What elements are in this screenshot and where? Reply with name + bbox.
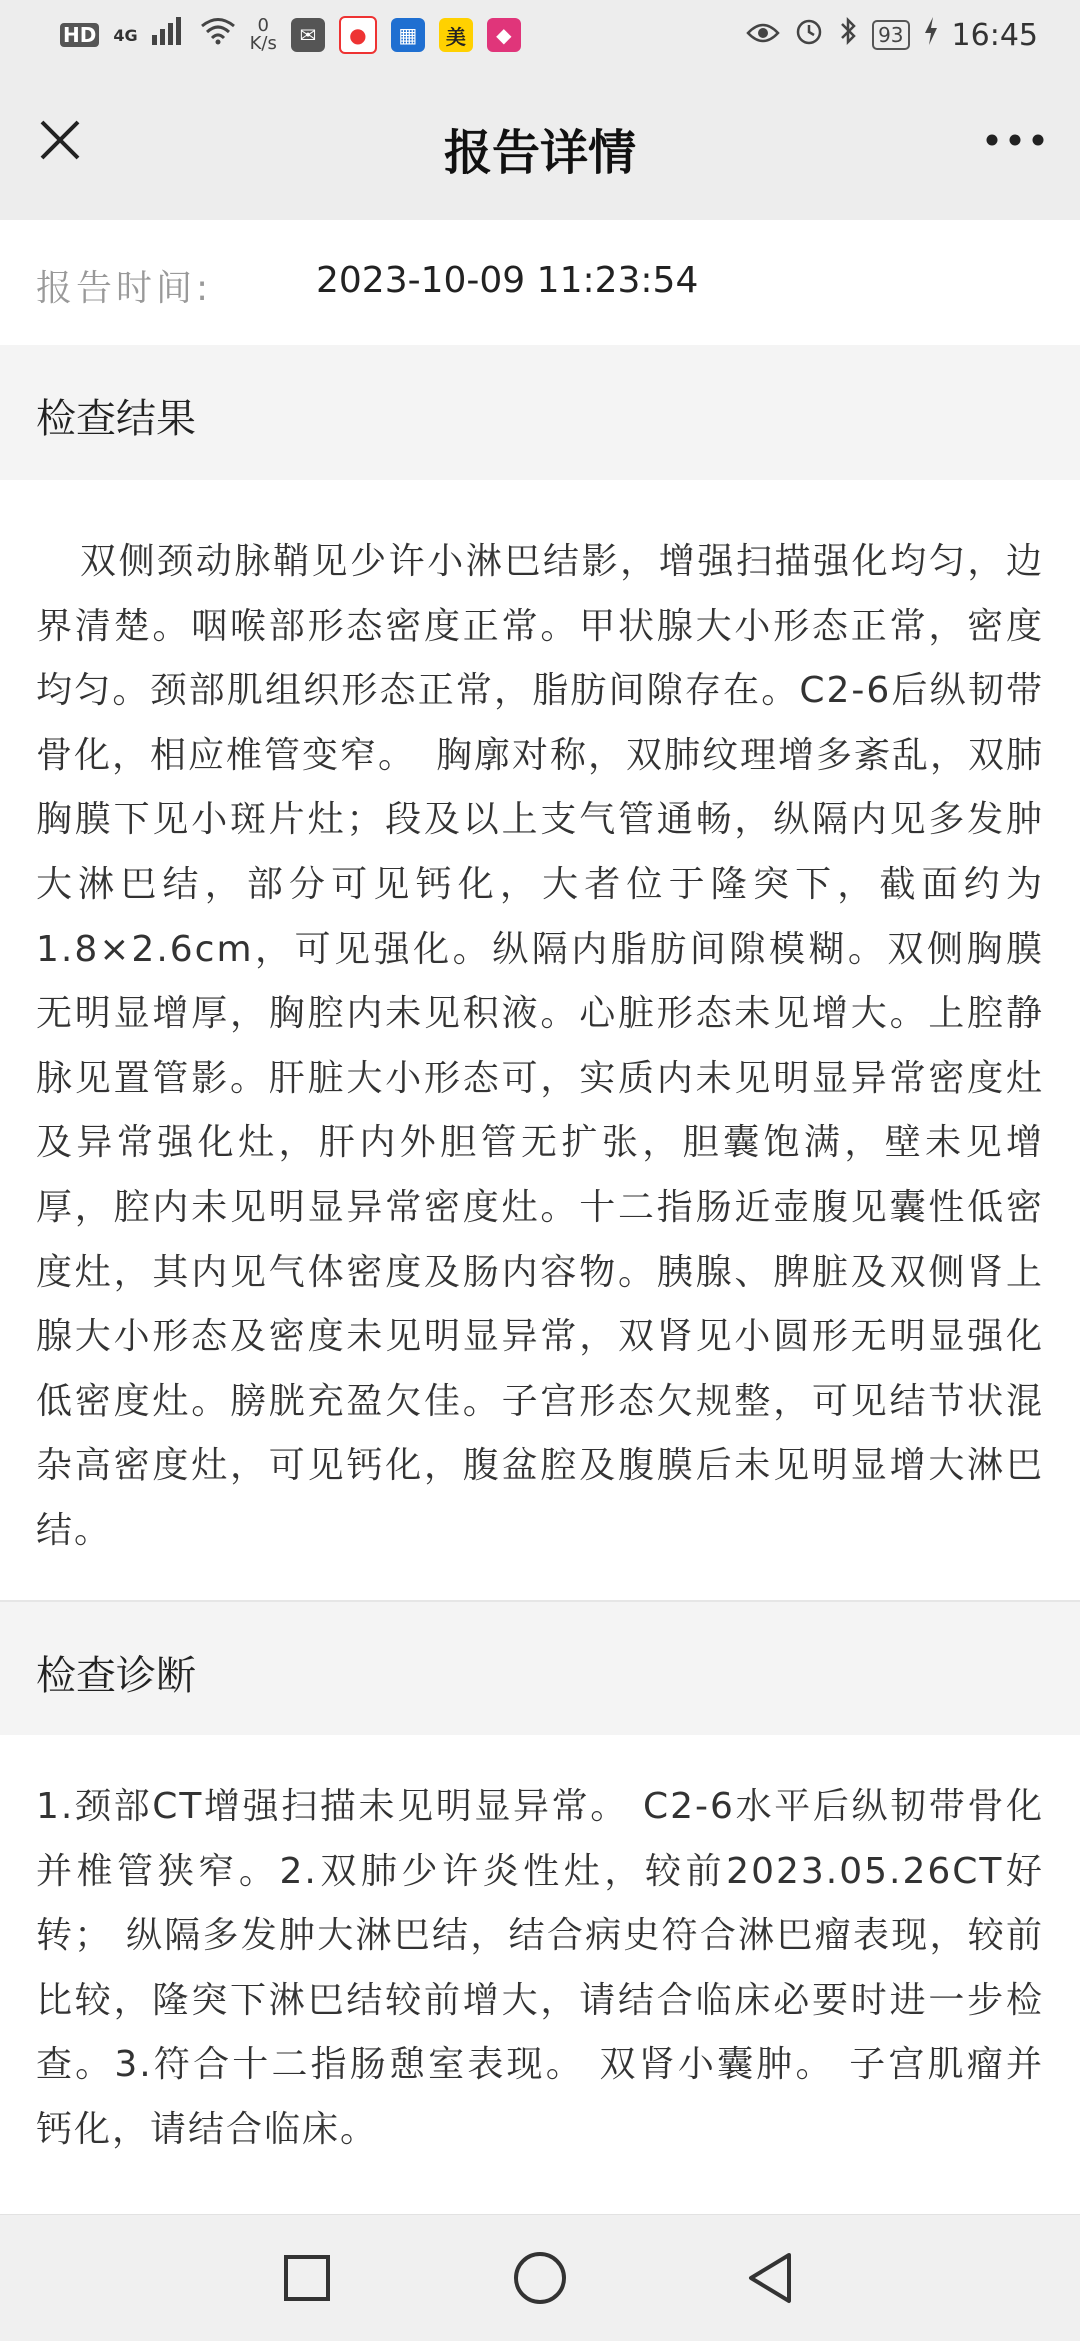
status-bar: [0, 0, 1080, 70]
more-icon: [985, 133, 1045, 147]
recent-apps-button[interactable]: [272, 2243, 342, 2313]
network-4g-indicator: 4G: [113, 25, 138, 45]
triangle-back-icon: [745, 2251, 795, 2305]
status-bar-left: [60, 16, 521, 54]
app-icon-red: ●: [339, 16, 377, 54]
net-speed-value: 0: [257, 15, 269, 36]
diagnosis-title: 检查诊断: [36, 1653, 196, 1699]
net-speed: [250, 17, 277, 53]
wifi-icon: [200, 17, 236, 53]
report-time-label: 报告时间:: [36, 268, 213, 309]
circle-icon: [513, 2251, 567, 2305]
clock-time: 16:45: [951, 17, 1038, 53]
findings-header: [0, 345, 1080, 480]
battery-level: 93: [872, 20, 909, 50]
nav-bar: [0, 70, 1080, 220]
diagnosis-text: 1.颈部CT增强扫描未见明显异常。 C2-6水平后纵韧带骨化并椎管狭窄。2.双肺少许炎性灶，较前2023.05.26CT好转； 纵隔多发肿大淋巴结，结合病史符合淋巴瘤表现，较前比较，隆突下淋巴结较前增大，请结合临床必要时进一步检查。3.符合十二指肠憩室表现。 双肾小囊肿。 子宫肌瘤并钙化，请结合临床。: [36, 1786, 1044, 2150]
system-nav-bar: [0, 2214, 1080, 2341]
bluetooth-icon: [838, 16, 858, 54]
alarm-icon: [794, 16, 824, 54]
meituan-icon: 美: [439, 18, 473, 52]
report-time-value: 2023-10-09 11:23:54: [316, 260, 699, 301]
more-button[interactable]: [980, 110, 1050, 170]
net-speed-unit: K/s: [249, 33, 277, 54]
findings-text: 双侧颈动脉鞘见少许小淋巴结影，增强扫描强化均匀，边界清楚。咽喉部形态密度正常。甲状腺大小形态正常，密度均匀。颈部肌组织形态正常，脂肪间隙存在。C2-6后纵韧带骨化，相应椎管变窄。 胸廓对称，双肺纹理增多紊乱，双肺胸膜下见小斑片灶；段及以上支气管通畅，纵隔内见多发肿大淋巴结，部分可见钙化，大者位于隆突下，截面约为1.8×2.6cm，可见强化。纵隔内脂肪间隙模糊。双侧胸膜无明显增厚，胸腔内未见积液。心脏形态未见增大。上腔静脉见置管影。肝脏大小形态可，实质内未见明显异常密度灶及异常强化灶，肝内外胆管无扩张，胆囊饱满，壁未见增厚，腔内未见明显异常密度灶。十二指肠近壶腹见囊性低密度灶，其内见气体密度及肠内容物。胰腺、脾脏及双侧肾上腺大小形态及密度未见明显异常，双肾见小圆形无明显强化低密度灶。膀胱充盈欠佳。子宫形态欠规整，可见结节状混杂高密度灶，可见钙化，腹盆腔及腹膜后未见明显增大淋巴结。: [36, 541, 1045, 1551]
findings-title: 检查结果: [36, 396, 196, 442]
hd-indicator: HD: [60, 23, 99, 47]
square-icon: [283, 2254, 331, 2302]
diagnosis-section: [0, 1735, 1080, 2214]
signal-icon: [152, 17, 186, 53]
report-time-row: [0, 220, 1080, 345]
home-button[interactable]: [505, 2243, 575, 2313]
back-button[interactable]: [735, 2243, 805, 2313]
app-icon-blue: ▦: [391, 18, 425, 52]
charging-icon: [924, 17, 938, 53]
page-title: 报告详情: [443, 125, 636, 181]
mail-icon: ✉: [291, 18, 325, 52]
eye-icon: [746, 18, 780, 53]
app-icon-pink: ◆: [487, 18, 521, 52]
diagnosis-header: [0, 1600, 1080, 1737]
findings-section: [0, 480, 1080, 1600]
status-bar-right: [746, 16, 1038, 54]
